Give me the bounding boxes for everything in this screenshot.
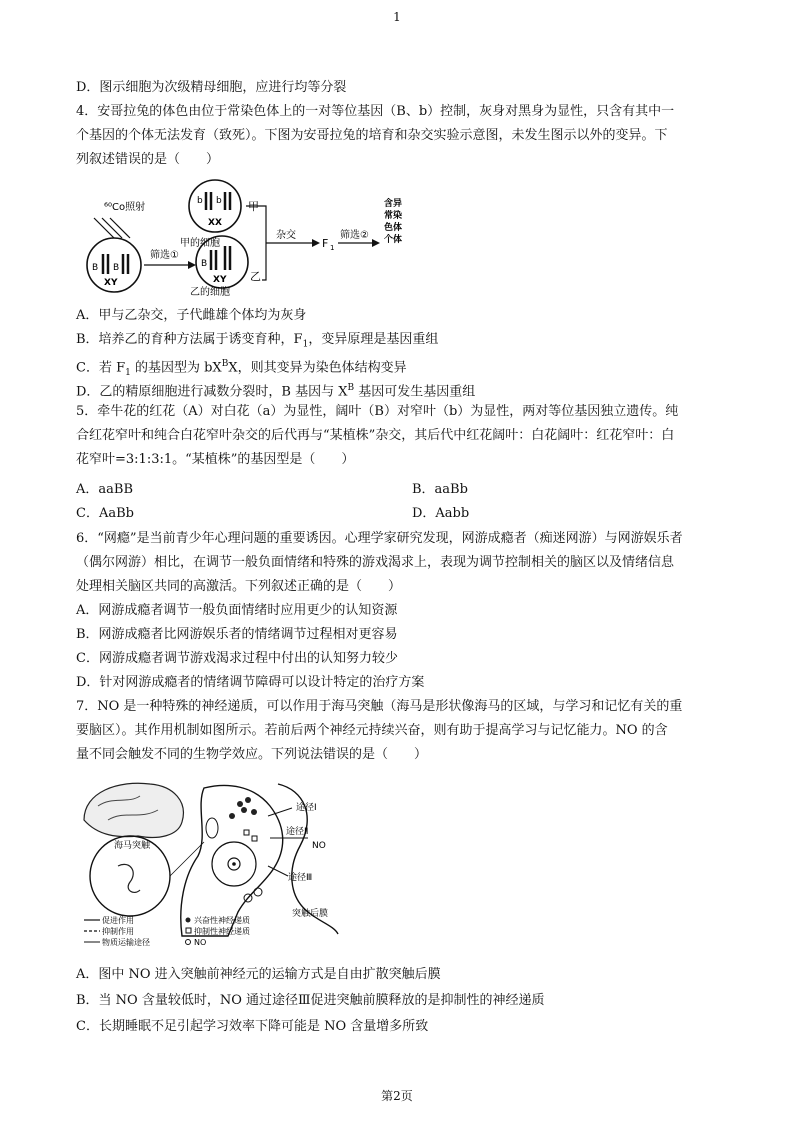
page-number: 1 bbox=[393, 10, 401, 24]
q7-option-c: C．长期睡眠不足引起学习效率下降可能是 NO 含量增多所致 bbox=[76, 1019, 429, 1034]
q6-stem-line-3: 处理相关脑区共同的高激活。下列叙述正确的是（ ） bbox=[76, 579, 402, 594]
gene-b-label-2: b bbox=[216, 196, 222, 206]
q5-option-d: D．Aabb bbox=[412, 506, 470, 521]
no-mechanism-diagram bbox=[78, 776, 340, 954]
q7-figure bbox=[78, 776, 340, 954]
xx-label: XX bbox=[208, 218, 222, 228]
xy-label-yi: XY bbox=[213, 275, 227, 285]
cross-bracket bbox=[246, 206, 266, 280]
q4-stem-line-3: 列叙述错误的是（ ） bbox=[76, 152, 220, 167]
jia-label: 甲 bbox=[248, 200, 259, 213]
yi-label: 乙 bbox=[250, 270, 261, 283]
screen2-label: 筛选② bbox=[340, 230, 369, 241]
legend-inhibit: 抑制作用 bbox=[102, 927, 134, 936]
q6-stem-line-2: （偶尔网游）相比，在调节一般负面情绪和特殊的游戏渴求上，表现为调节控制相关的脑区以及情绪信息 bbox=[76, 555, 675, 570]
q7-option-a: A．图中 NO 进入突触前神经元的运输方式是自由扩散突触后膜 bbox=[76, 967, 441, 982]
legend-transport: 物质运输途径 bbox=[102, 938, 150, 947]
radiation-label: ⁶⁰Co照射 bbox=[104, 202, 146, 213]
q7-option-b: B．当 NO 含量较低时，NO 通过途径Ⅲ促进突触前膜释放的是抑制性的神经递质 bbox=[76, 993, 545, 1008]
gene-b-label: b bbox=[197, 196, 203, 206]
q6-option-a: A．网游成瘾者调节一般负面情绪时应用更少的认知资源 bbox=[76, 603, 398, 618]
q4-stem-line-1: 4．安哥拉兔的体色由位于常染色体上的一对等位基因（B、b）控制，灰身对黑身为显性，只含有其中一 bbox=[76, 104, 675, 119]
q4-option-c: C．若 $F_1$ 的基因型为 $bX^BX$，则其变异为染色体结构变异 bbox=[76, 359, 407, 378]
q4-option-a: A．甲与乙杂交，子代雌雄个体均为灰身 bbox=[76, 308, 307, 323]
hippocampus-label: 海马突触 bbox=[114, 841, 151, 851]
result-line-4: 个体 bbox=[384, 235, 403, 245]
q6-option-d: D．针对网游成瘾者的情绪调节障碍可以设计特定的治疗方案 bbox=[76, 675, 425, 690]
q4-option-d: D．乙的精原细胞进行减数分裂时，B 基因与 $X^B$ 基因可发生基因重组 bbox=[76, 383, 476, 400]
q5-option-a: A．aaBB bbox=[76, 482, 133, 497]
gene-B-label-3: B bbox=[201, 259, 208, 269]
jia-cell-label: 甲的细胞 bbox=[180, 238, 220, 249]
no-label: NO bbox=[312, 841, 326, 851]
q4-stem-line-2: 个基因的个体无法发育（致死）。下图为安哥拉兔的培育和杂交实验示意图，未发生图示以外的变异。下 bbox=[76, 128, 668, 143]
legend-promote: 促进作用 bbox=[102, 916, 134, 925]
postsynaptic-label: 突触后膜 bbox=[292, 909, 329, 919]
q5-option-b: B．aaBb bbox=[412, 482, 468, 497]
q6-stem-line-1: 6．“网瘾”是当前青少年心理问题的重要诱因。心理学家研究发现，网游成瘾者（痴迷网游）与网游娱乐者 bbox=[76, 531, 683, 546]
q5-option-c: C．AaBb bbox=[76, 506, 134, 521]
yi-cell-label: 乙的细胞 bbox=[190, 287, 230, 298]
path3-label: 途径Ⅲ bbox=[288, 873, 313, 883]
result-line-2: 常染 bbox=[384, 211, 403, 221]
gene-B-label: B bbox=[92, 263, 99, 273]
legend-excitatory: 兴奋性神经递质 bbox=[194, 916, 250, 925]
rabbit-cross-diagram bbox=[78, 176, 408, 298]
xy-label-original: XY bbox=[104, 278, 118, 288]
ray-2 bbox=[102, 218, 122, 238]
gene-B-label-2: B bbox=[113, 263, 120, 273]
q7-stem-line-3: 量不同会触发不同的生物学效应。下列说法错误的是（ ） bbox=[76, 747, 428, 762]
page-footer: 第2页 bbox=[381, 1089, 413, 1103]
q6-option-b: B．网游成瘾者比网游娱乐者的情绪调节过程相对更容易 bbox=[76, 627, 398, 642]
f1-label: F bbox=[322, 237, 329, 250]
path1-label: 途径Ⅰ bbox=[296, 803, 317, 813]
legend-inhibitory: 抑制性神经递质 bbox=[194, 927, 250, 936]
result-line-3: 色体 bbox=[384, 223, 403, 233]
q4-figure bbox=[78, 176, 408, 298]
ray-1 bbox=[94, 218, 114, 238]
q5-stem-line-3: 花窄叶=3:1:3:1。“某植株”的基因型是（ ） bbox=[76, 452, 355, 467]
q5-stem-line-1: 5．牵牛花的红花（A）对白花（a）为显性，阔叶（B）对窄叶（b）为显性，两对等位基因独立遗传。纯 bbox=[76, 404, 679, 419]
q5-stem-line-2: 合红花窄叶和纯合白花窄叶杂交的后代再与“某植株”杂交，其后代中红花阔叶：白花阔叶：红花窄叶：白 bbox=[76, 428, 675, 443]
screen1-label: 筛选① bbox=[150, 250, 179, 261]
brain-shape bbox=[84, 783, 183, 837]
legend-no: NO bbox=[194, 938, 207, 947]
q4-option-b: B．培养乙的育种方法属于诱变育种，$F_1$，变异原理是基因重组 bbox=[76, 332, 439, 350]
cross-label: 杂交 bbox=[276, 230, 296, 241]
result-line-1: 含异 bbox=[384, 199, 403, 209]
path2-label: 途径Ⅱ bbox=[286, 827, 309, 837]
presynaptic-neuron bbox=[181, 785, 283, 936]
q7-stem-line-1: 7．NO 是一种特殊的神经递质，可以作用于海马突触（海马是形状像海马的区域，与学习和记忆有关的重 bbox=[76, 699, 683, 714]
ray-3 bbox=[110, 218, 130, 238]
q7-stem-line-2: 要脑区）。其作用机制如图所示。若前后两个神经元持续兴奋，则有助于提高学习与记忆能力。NO 的含 bbox=[76, 723, 668, 738]
q6-option-c: C．网游成瘾者调节游戏渴求过程中付出的认知努力较少 bbox=[76, 651, 398, 666]
f1-sub-label: 1 bbox=[330, 244, 335, 252]
q3-option-d: D．图示细胞为次级精母细胞，应进行均等分裂 bbox=[76, 80, 347, 95]
